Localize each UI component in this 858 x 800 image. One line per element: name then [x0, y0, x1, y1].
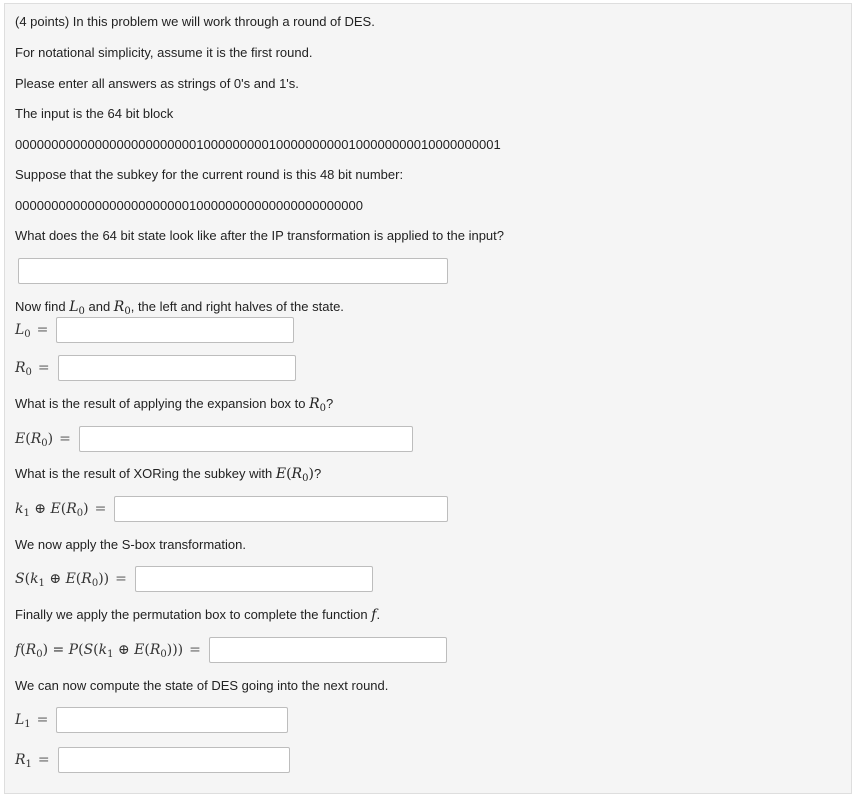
f-r0-input[interactable] [209, 637, 447, 663]
xor-prompt-end: ? [313, 466, 322, 481]
xor-input[interactable] [114, 496, 448, 522]
r1-label: $R_1$ = [15, 752, 50, 770]
input-block: 0000000000000000000000000100000000010000000000100000000010000000001 [15, 137, 501, 152]
ip-prompt: What does the 64 bit state look like after the IP transformation is applied to the input? [15, 228, 504, 243]
input-label: The input is the 64 bit block [15, 106, 174, 121]
subkey-value: 000000000000000000000000100000000000000000000000 [15, 198, 363, 213]
r0-symbol-2: $R_0$ [309, 396, 327, 414]
expansion-prompt [15, 396, 333, 412]
r0-input[interactable] [58, 355, 296, 381]
format-note: Please enter all answers as strings of 0's and 1's. [15, 76, 299, 91]
e-r0-label: $E(R_0)$ = [15, 431, 71, 449]
f-symbol: f [371, 607, 377, 623]
halves-prompt-pre: Now find [15, 299, 70, 314]
sbox-input[interactable] [135, 566, 373, 592]
problem-panel [4, 3, 852, 794]
f-r0-label: $f(R_0) = P(S(k_1$ ⊕ $E(R_0)$)) = [15, 642, 201, 660]
sbox-field-line [15, 566, 373, 592]
r0-field-line [15, 355, 296, 381]
e-r0-field-line [15, 426, 413, 452]
sbox-label: $S(k_1$ ⊕ $E(R_0)$) = [15, 571, 127, 589]
r0-symbol: $R_0$ [113, 299, 131, 317]
pbox-prompt [15, 607, 380, 623]
l1-label: $L_1$ = [15, 712, 49, 730]
pbox-prompt-end: . [376, 607, 381, 622]
l0-field-line [15, 317, 294, 343]
l0-input[interactable] [56, 317, 294, 343]
l0-symbol: $L_0$ [69, 299, 85, 317]
problem-intro: (4 points) In this problem we will work through a round of DES. [15, 14, 375, 29]
pbox-prompt-text: Finally we apply the permutation box to complete the function [15, 607, 372, 622]
halves-prompt-post: , the left and right halves of the state. [130, 299, 344, 314]
r1-input[interactable] [58, 747, 290, 773]
xor-prompt-text: What is the result of XORing the subkey with [15, 466, 276, 481]
r1-field-line [15, 747, 290, 773]
expansion-prompt-end: ? [326, 396, 334, 411]
next-round-prompt: We can now compute the state of DES going into the next round. [15, 678, 389, 693]
sbox-prompt: We now apply the S-box transformation. [15, 537, 246, 552]
l0-label: $L_0$ = [15, 322, 49, 340]
l1-input[interactable] [56, 707, 288, 733]
halves-prompt [15, 299, 344, 315]
ip-state-input[interactable] [18, 258, 448, 284]
problem-assumption: For notational simplicity, assume it is the first round. [15, 45, 313, 60]
l1-field-line [15, 707, 288, 733]
xor-label: $k_1$ ⊕ $E(R_0)$ = [15, 501, 107, 519]
xor-prompt [15, 466, 321, 482]
e-r0-input[interactable] [79, 426, 413, 452]
e-r0-symbol: $E(R_0)$ [275, 466, 314, 484]
xor-field-line [15, 496, 448, 522]
r0-label: $R_0$ = [15, 360, 50, 378]
subkey-label: Suppose that the subkey for the current round is this 48 bit number: [15, 167, 404, 182]
halves-prompt-and: and [84, 299, 114, 314]
f-r0-field-line [15, 637, 447, 663]
expansion-prompt-text: What is the result of applying the expansion box to [15, 396, 310, 411]
